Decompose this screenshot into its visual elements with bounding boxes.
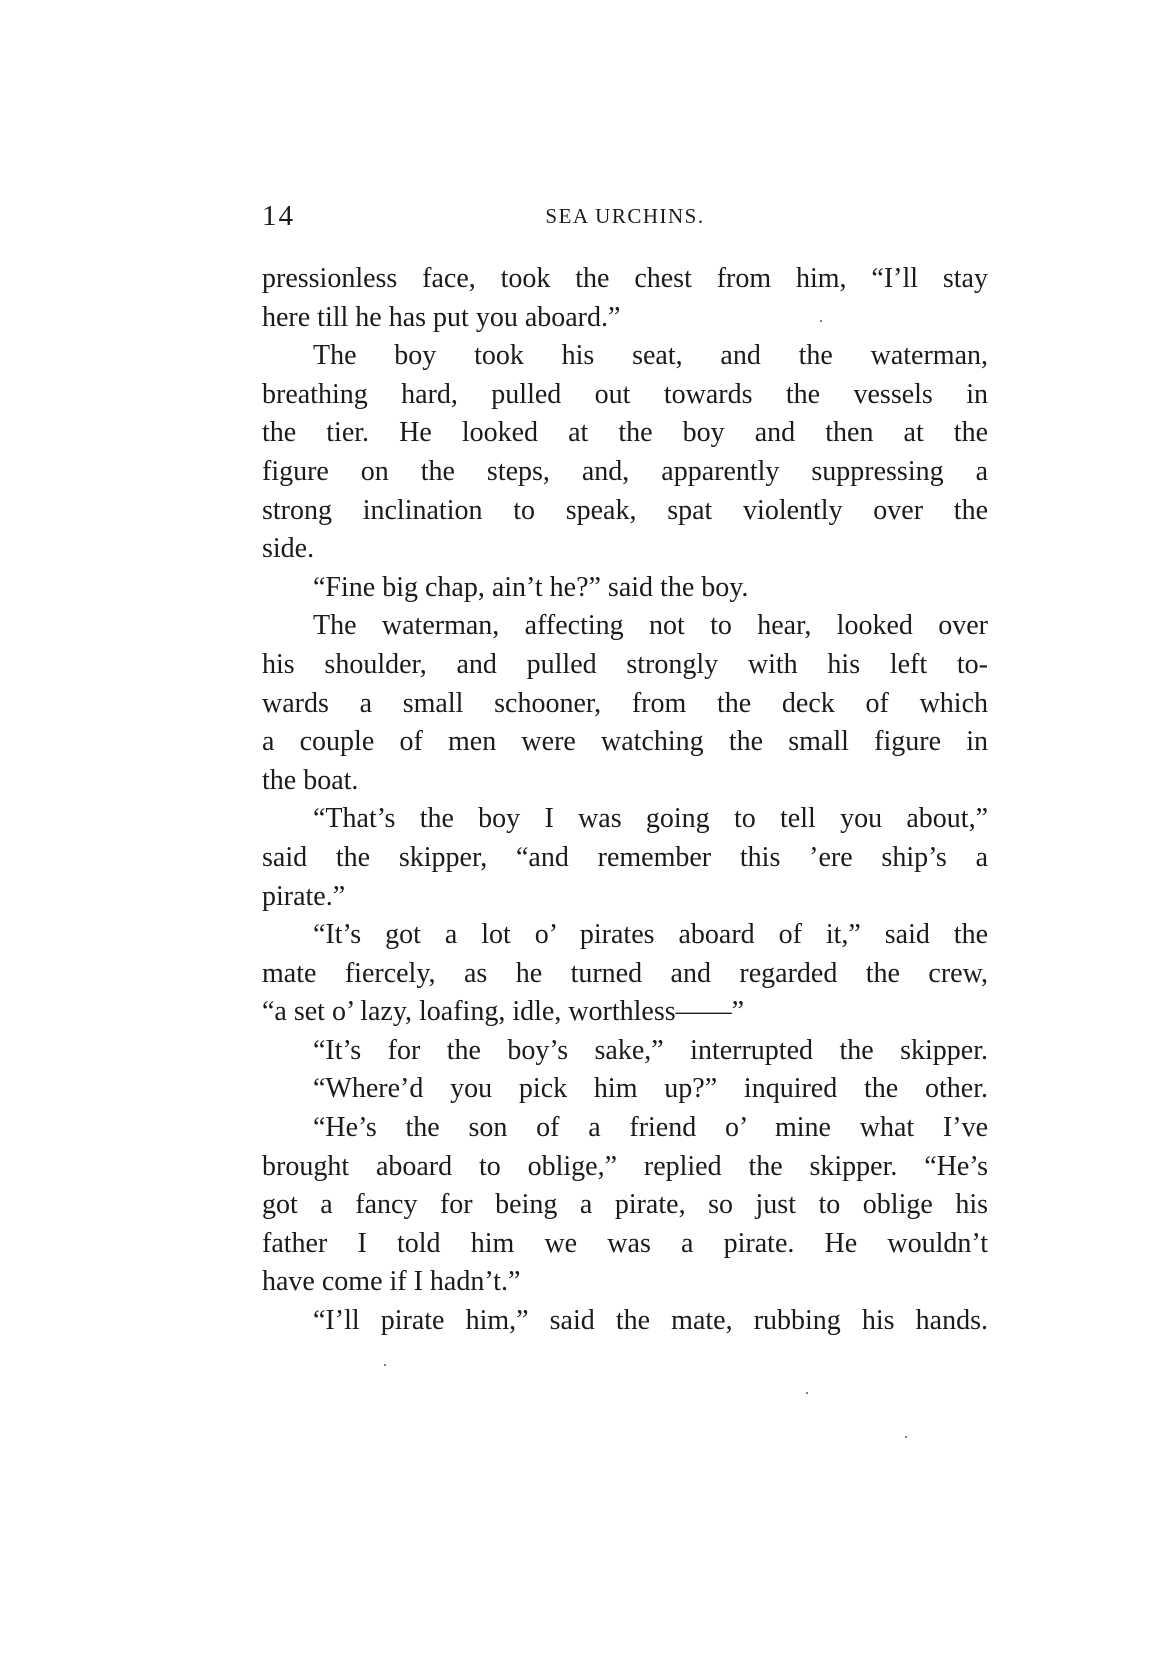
- text-line: strong inclination to speak, spat violently over the: [262, 494, 988, 526]
- text-line: “I’ll pirate him,” said the mate, rubbing his hands.: [313, 1305, 988, 1337]
- text-line: “a set o’ lazy, loafing, idle, worthless——”: [262, 996, 745, 1028]
- scan-speck: [806, 1392, 808, 1394]
- text-line: side.: [262, 533, 315, 565]
- page-number: 14: [262, 200, 295, 232]
- text-line: “He’s the son of a friend o’ mine what I’ve: [313, 1112, 988, 1144]
- text-line: pirate.”: [262, 880, 346, 912]
- text-line: The waterman, affecting not to hear, looked over: [313, 610, 988, 642]
- text-line: “It’s for the boy’s sake,” interrupted the skipper.: [313, 1034, 988, 1066]
- running-title: SEA URCHINS.: [545, 204, 705, 228]
- text-line: got a fancy for being a pirate, so just to oblige his: [262, 1189, 988, 1221]
- text-line: his shoulder, and pulled strongly with his left to-: [262, 648, 988, 680]
- text-line: mate fiercely, as he turned and regarded the crew,: [262, 957, 988, 989]
- text-line: figure on the steps, and, apparently suppressing a: [262, 455, 988, 487]
- text-line: “Where’d you pick him up?” inquired the other.: [313, 1073, 988, 1105]
- text-line: “Fine big chap, ain’t he?” said the boy.: [313, 571, 749, 603]
- scan-speck: [905, 1436, 907, 1438]
- text-line: wards a small schooner, from the deck of which: [262, 687, 988, 719]
- text-line: pressionless face, took the chest from him, “I’ll stay: [262, 263, 988, 294]
- text-line: “It’s got a lot o’ pirates aboard of it,” said the: [313, 919, 988, 951]
- text-line: here till he has put you aboard.”: [262, 301, 621, 333]
- text-line: brought aboard to oblige,” replied the skipper. “He’s: [262, 1150, 988, 1182]
- running-head: [262, 200, 988, 236]
- scan-speck: [384, 1364, 386, 1366]
- text-line: “That’s the boy I was going to tell you about,”: [313, 803, 988, 835]
- text-line: said the skipper, “and remember this ’ere ship’s a: [262, 841, 988, 873]
- text-line: the tier. He looked at the boy and then at the: [262, 417, 988, 449]
- scan-speck: [820, 320, 822, 322]
- text-line: the boat.: [262, 764, 359, 796]
- text-line: a couple of men were watching the small figure in: [262, 726, 988, 758]
- text-line: father I told him we was a pirate. He wouldn’t: [262, 1227, 988, 1259]
- text-line: have come if I hadn’t.”: [262, 1266, 521, 1298]
- text-line: breathing hard, pulled out towards the vessels in: [262, 378, 988, 410]
- body-text: [262, 260, 988, 1341]
- text-line: The boy took his seat, and the waterman,: [313, 340, 988, 372]
